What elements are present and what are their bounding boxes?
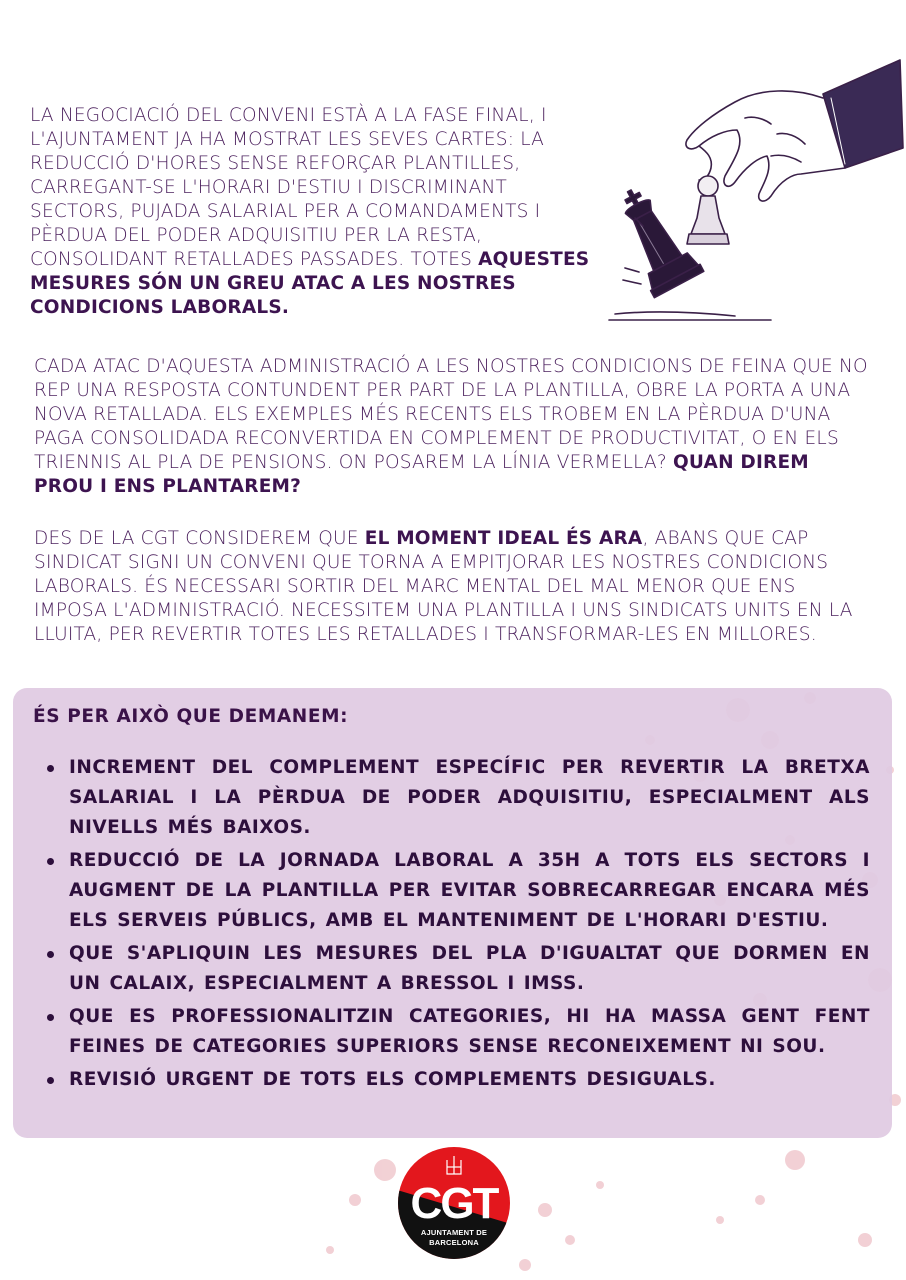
second-bold-text: QUAN DIREM PROU I ENS PLANTAREM? [34,452,809,497]
demands-list [33,753,870,1095]
chess-hand-illustration [595,58,905,326]
logo-subtitle-line2: BARCELONA [429,1238,479,1247]
third-paragraph [34,527,874,647]
cgt-logo [397,1146,511,1260]
demand-item-3: QUE S'APLIQUIN LES MESURES DEL PLA D'IGUALTAT QUE DORMEN EN UN CALAIX, ESPECIALMENT A BRESSOL I IMSS. [33,939,870,999]
logo-subtitle-line1: AJUNTAMENT DE [420,1228,488,1237]
second-paragraph [34,355,874,499]
second-text: CADA ATAC D'AQUESTA ADMINISTRACIÓ A LES NOSTRES CONDICIONS DE FEINA QUE NO REP UNA RESPOSTA CONTUNDENT PER PART DE LA PLANTILLA, OBRE LA PORTA A UNA NOVA RETALLADA. ELS EXEMPLES MÉS RECENTS ELS TROBEM EN LA PÈRDUA D'UNA PAGA CONSOLIDADA RECONVERTIDA EN COMPLEMENT DE PRODUCTIVITAT, O EN ELS TRIENNIS AL PLA DE PENSIONS. ON POSAREM LA LÍNIA VERMELLA? [34,356,868,473]
intro-paragraph [30,104,590,320]
demand-item-4: QUE ES PROFESSIONALITZIN CATEGORIES, HI HA MASSA GENT FENT FEINES DE CATEGORIES SUPERIORS SENSE RECONEIXEMENT NI SOU. [33,1002,870,1062]
demand-item-5: REVISIÓ URGENT DE TOTS ELS COMPLEMENTS DESIGUALS. [33,1065,870,1095]
third-text-after: , ABANS QUE CAP SINDICAT SIGNI UN CONVENI QUE TORNA A EMPITJORAR LES NOSTRES CONDICIONS LABORALS. ÉS NECESSARI SORTIR DEL MARC MENTAL DEL MAL MENOR QUE ENS IMPOSA L'ADMINISTRACIÓ. NECESSITEM UNA PLANTILLA I UNS SINDICATS UNITS EN LA LLUITA, PER REVERTIR TOTES LES RETALLADES I TRANSFORMAR-LES EN MILLORES. [34,528,853,645]
third-bold-text: EL MOMENT IDEAL ÉS ARA [364,528,643,549]
intro-text: LA NEGOCIACIÓ DEL CONVENI ESTÀ A LA FASE FINAL, I L'AJUNTAMENT JA HA MOSTRAT LES SEVES CARTES: LA REDUCCIÓ D'HORES SENSE REFORÇAR PLANTILLES, CARREGANT-SE L'HORARI D'ESTIU I DISCRIMINANT SECTORS, PUJADA SALARIAL PER A COMANDAMENTS I PÈRDUA DEL PODER ADQUISITIU PER LA RESTA, CONSOLIDANT RETALLADES PASSADES. TOTES [30,105,547,270]
third-text-before: DES DE LA CGT CONSIDEREM QUE [34,528,365,549]
demands-title: ÉS PER AIXÒ QUE DEMANEM: [33,706,349,727]
cgt-logo-text: CGT [410,1179,498,1228]
demand-item-1: INCREMENT DEL COMPLEMENT ESPECÍFIC PER REVERTIR LA BRETXA SALARIAL I LA PÈRDUA DE PODER ADQUISITIU, ESPECIALMENT ALS NIVELLS MÉS BAIXOS. [33,753,870,843]
demand-item-2: REDUCCIÓ DE LA JORNADA LABORAL A 35H A TOTS ELS SECTORS I AUGMENT DE LA PLANTILLA PER EVITAR SOBRECARREGAR ENCARA MÉS ELS SERVEIS PÚBLICS, AMB EL MANTENIMENT DE L'HORARI D'ESTIU. [33,846,870,936]
demands-box [13,688,892,1138]
intro-bold-text: AQUESTES MESURES SÓN UN GREU ATAC A LES NOSTRES CONDICIONS LABORALS. [30,249,590,318]
